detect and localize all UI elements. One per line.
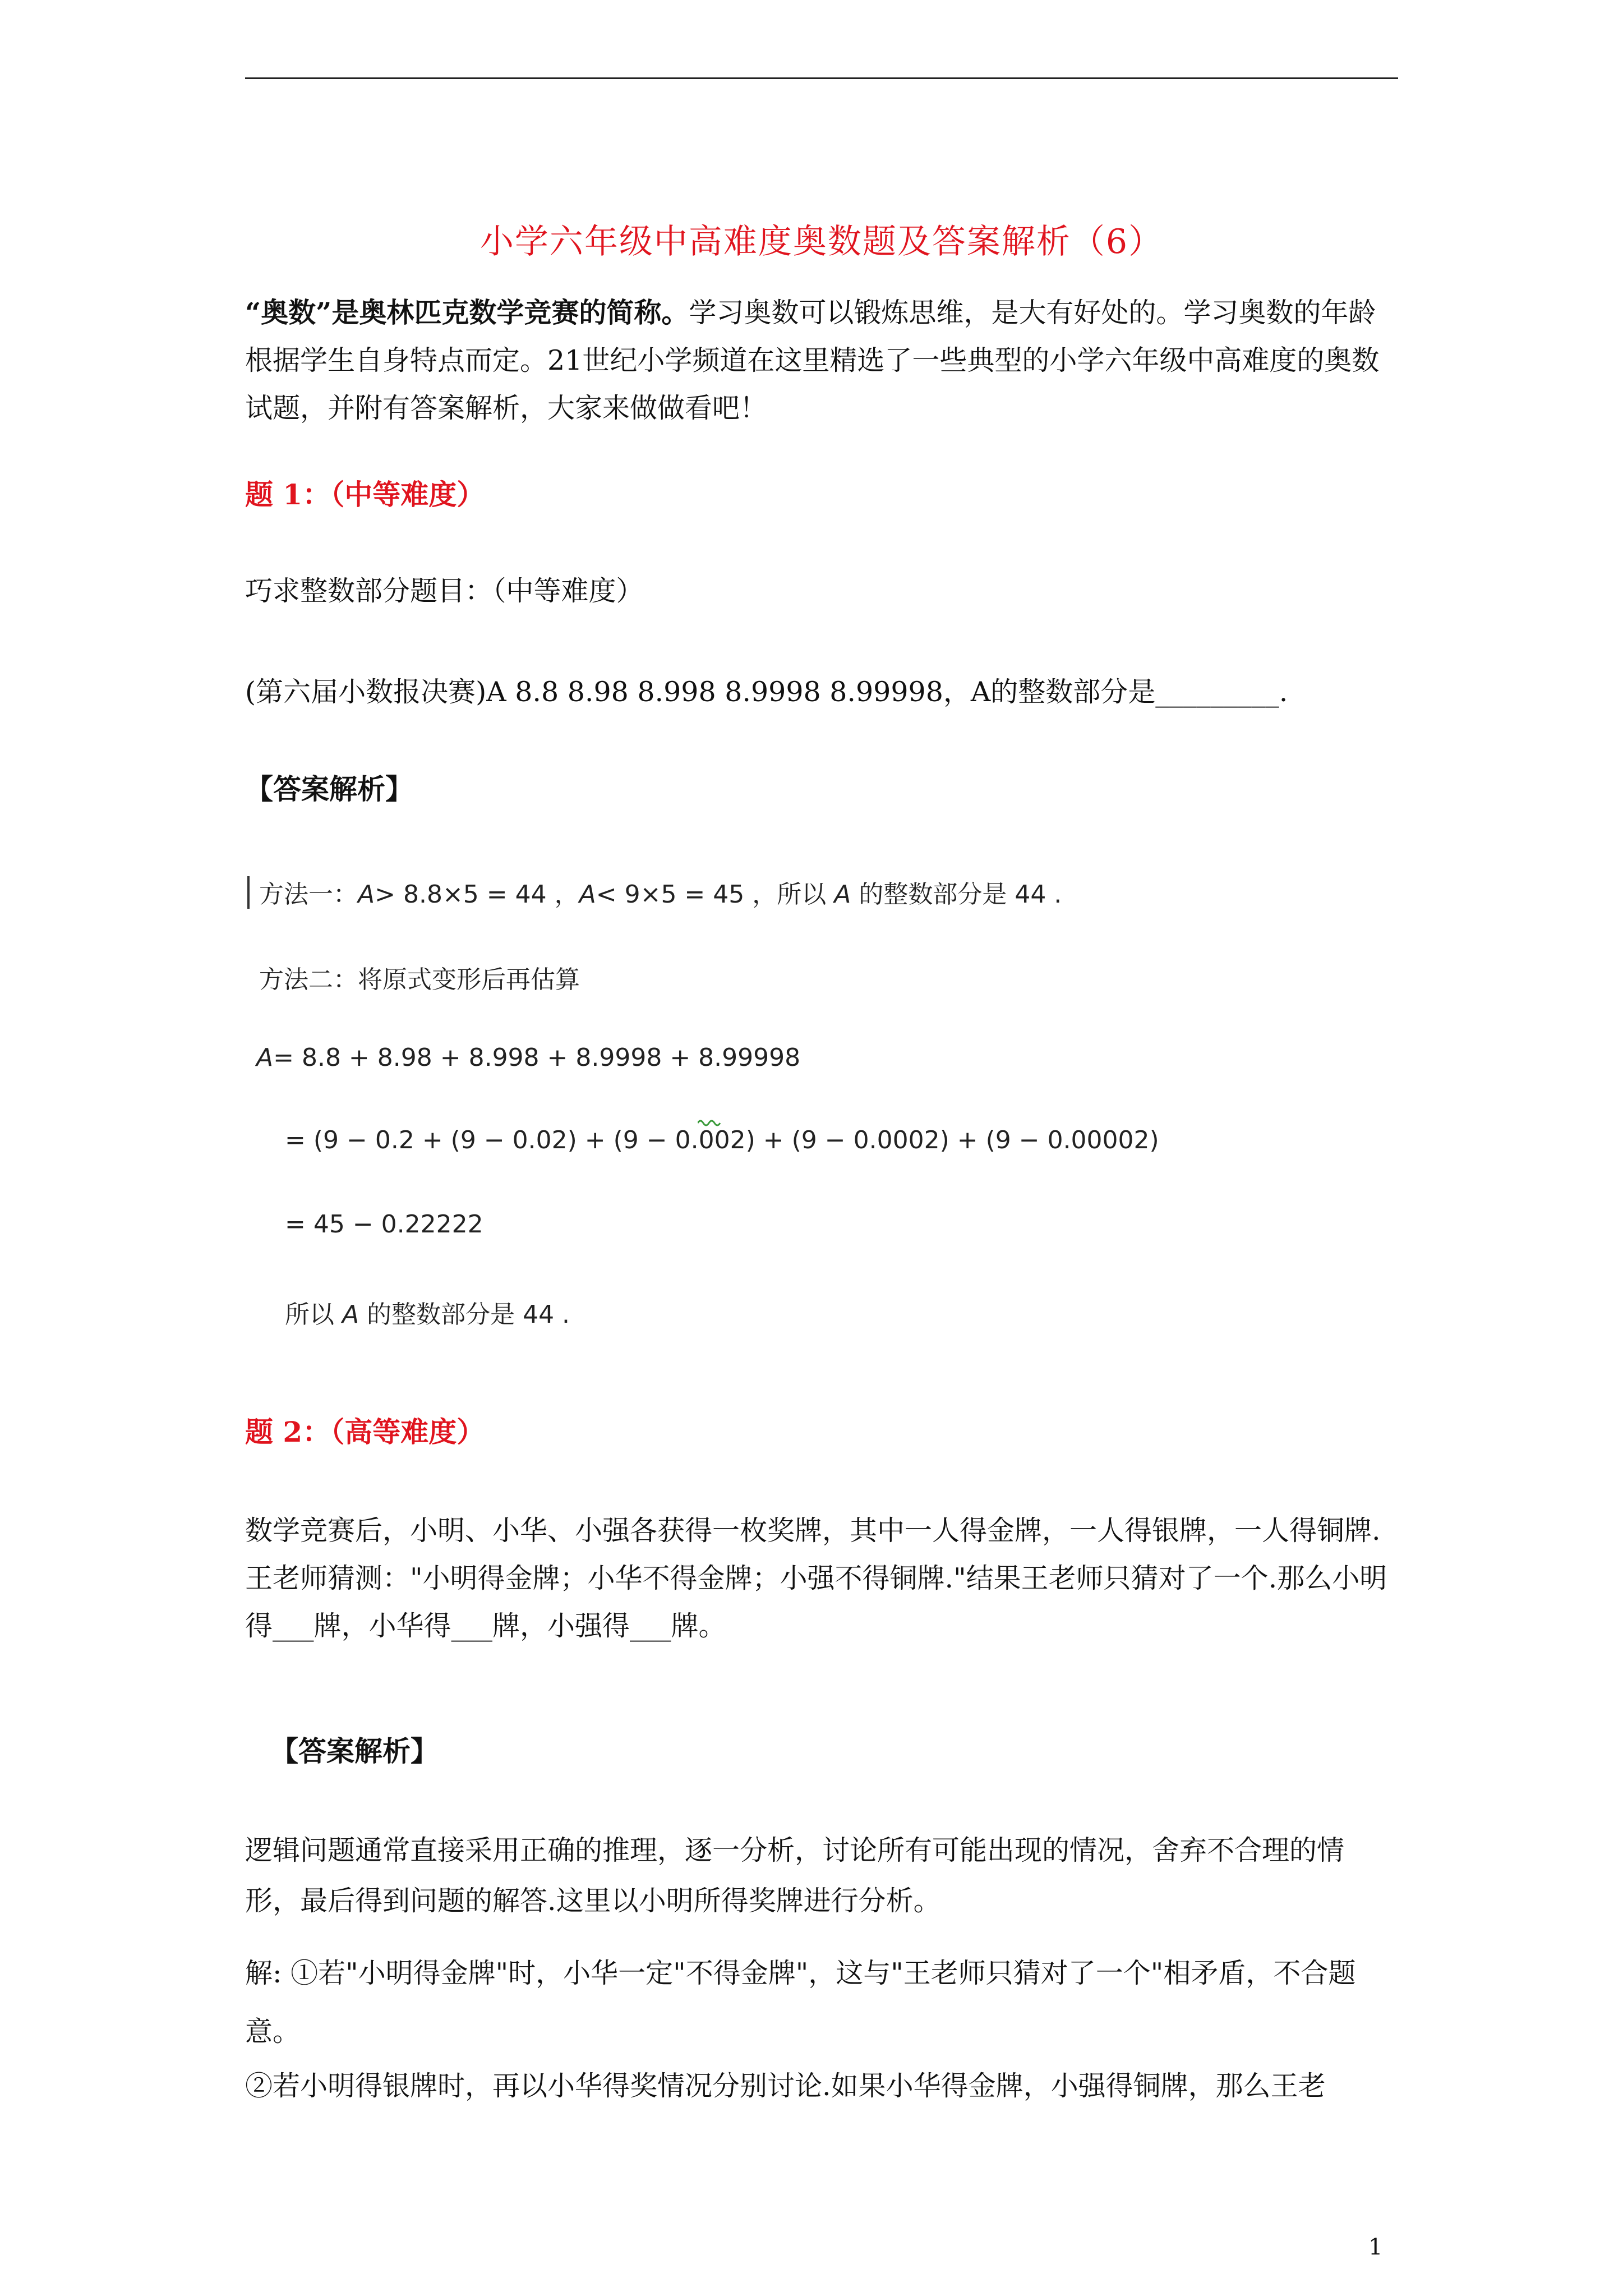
method1-var-a: A [358,880,375,909]
q2-heading: 题 2：（高等难度） [245,1415,485,1448]
conclusion-prefix: 所以 [285,1300,342,1329]
q1-problem: (第六届小数报决赛)A 8.8 8.98 8.998 8.9998 8.99998，A的整数部分是_________. [245,676,1288,708]
method1-prefix: 方法一： [259,880,358,909]
q1-subtitle: 巧求整数部分题目：（中等难度） [245,575,644,607]
page-number: 1 [1368,2234,1383,2260]
spellcheck-squiggle-icon [698,1119,722,1126]
eq1-text: = 8.8 + 8.98 + 8.998 + 8.9998 + 8.99998 [273,1043,801,1072]
q1-method2: 方法二：将原式变形后再估算 [259,965,580,994]
intro-text: 学习奥数可以锻炼思维，是大有好处的。学习奥数的年龄根据学生自身特点而定。21世纪小学频道在这里精选了一些典型的小学六年级中高难度的奥数试题，并附有答案解析，大家来做做看吧！ [245,297,1380,424]
cursor-bar [247,876,250,909]
q1-equation-1 [256,1043,800,1072]
page-title: 小学六年级中高难度奥数题及答案解析（6） [479,222,1164,261]
method1-var-c: A [834,880,851,909]
q2-case-2: ②若小明得银牌时，再以小华得奖情况分别讨论.如果小华得金牌，小强得铜牌，那么王老 [245,2070,1326,2102]
header-rule [245,77,1398,79]
method1-part2: < 9×5 = 45 ，所以 [596,880,834,909]
q1-answer-heading: 【答案解析】 [245,772,413,806]
q1-equation-2: = (9 − 0.2 + (9 − 0.02) + (9 − 0.002) + (9 − 0.0002) + (9 − 0.00002) [285,1126,1159,1154]
q1-conclusion [285,1294,570,1330]
q1-heading: 题 1：（中等难度） [245,478,485,511]
intro-bold: “奥数”是奥林匹克数学竞赛的简称。 [245,296,689,329]
method1-end: 的整数部分是 44 . [851,880,1062,909]
q1-method1 [259,874,1062,910]
q2-case-1: 解: ①若"小明得金牌"时，小华一定"不得金牌"，这与"王老师只猜对了一个"相矛盾，不合题意。 [245,1957,1356,2047]
q2-problem: 数学竞赛后，小明、小华、小强各获得一枚奖牌，其中一人得金牌，一人得银牌，一人得铜牌.王老师猜测："小明得金牌；小华不得金牌；小强不得铜牌."结果王老师只猜对了一个.那么小明得___牌，小华得___牌，小强得___牌。 [245,1515,1387,1642]
intro-paragraph [245,289,1398,432]
conclusion-var: A [342,1300,359,1329]
q1-equation-3: = 45 − 0.22222 [285,1210,483,1239]
method1-var-b: A [579,880,596,909]
conclusion-end: 的整数部分是 44 . [359,1300,570,1329]
method1-part1: > 8.8×5 = 44 ， [375,880,579,909]
q2-answer-heading: 【答案解析】 [270,1734,439,1768]
eq1-var: A [256,1043,274,1072]
q2-analysis: 逻辑问题通常直接采用正确的推理，逐一分析，讨论所有可能出现的情况，舍弃不合理的情形，最后得到问题的解答.这里以小明所得奖牌进行分析。 [245,1834,1345,1917]
